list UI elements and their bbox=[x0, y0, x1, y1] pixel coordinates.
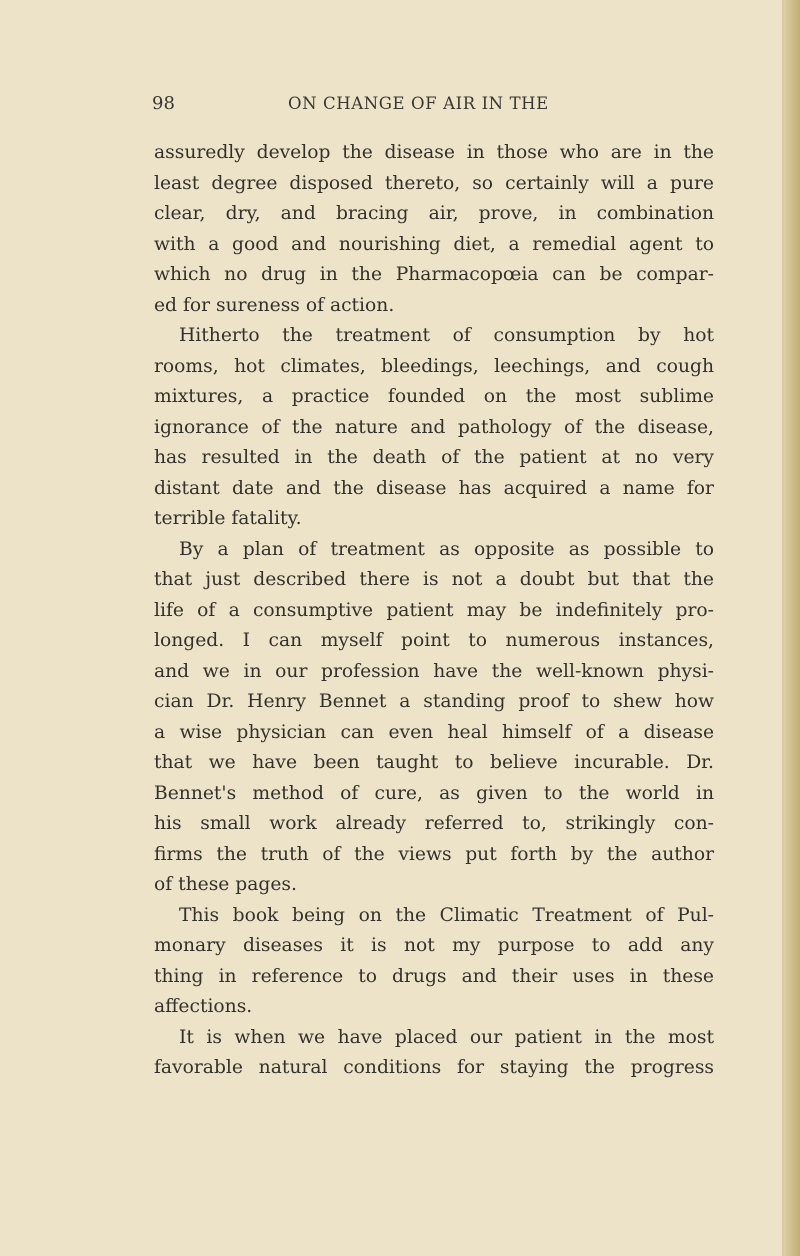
body-text bbox=[154, 138, 714, 1084]
text-line: Hitherto the treatment of consumption by hot bbox=[179, 325, 714, 346]
text-line: favorable natural conditions for staying the progress bbox=[154, 1057, 714, 1078]
text-line: Bennet's method of cure, as given to the world in bbox=[154, 782, 714, 804]
text-line: that we have been taught to believe incurable. Dr. bbox=[154, 752, 714, 773]
text-line: ed for sureness of action. bbox=[154, 294, 395, 316]
text-line: which no drug in the Pharmacopœia can be compar- bbox=[154, 264, 714, 285]
text-line: cian Dr. Henry Bennet a standing proof to shew how bbox=[154, 691, 714, 712]
text-line: distant date and the disease has acquired a name for bbox=[154, 477, 714, 499]
paragraph bbox=[154, 138, 714, 321]
text-line: and we in our profession have the well-known physi- bbox=[154, 660, 714, 682]
text-line: firms the truth of the views put forth by the author bbox=[154, 843, 714, 865]
text-line: with a good and nourishing diet, a remedial agent to bbox=[154, 233, 714, 255]
text-line: his small work already referred to, strikingly con- bbox=[154, 813, 714, 834]
text-line: rooms, hot climates, bleedings, leechings, and cough bbox=[154, 355, 714, 377]
text-line: mixtures, a practice founded on the most sublime bbox=[154, 386, 714, 407]
paragraph bbox=[154, 1023, 714, 1084]
running-title: ON CHANGE OF AIR IN THE bbox=[288, 94, 549, 113]
text-line: has resulted in the death of the patient at no very bbox=[154, 447, 714, 468]
text-line: This book being on the Climatic Treatment of Pul- bbox=[179, 904, 714, 926]
text-line: affections. bbox=[154, 996, 253, 1017]
text-line: life of a consumptive patient may be indefinitely pro- bbox=[154, 599, 714, 621]
text-line: least degree disposed thereto, so certainly will a pure bbox=[154, 172, 714, 194]
text-line: terrible fatality. bbox=[154, 508, 302, 529]
text-line: of these pages. bbox=[154, 874, 297, 895]
page-number: 98 bbox=[152, 93, 175, 114]
text-line: ignorance of the nature and pathology of the disease, bbox=[154, 416, 714, 438]
text-line: It is when we have placed our patient in the most bbox=[179, 1026, 714, 1048]
text-line: a wise physician can even heal himself of a disease bbox=[154, 721, 714, 743]
page-header bbox=[152, 93, 712, 123]
text-line: that just described there is not a doubt but that the bbox=[154, 569, 714, 590]
paragraph bbox=[154, 321, 714, 535]
text-line: longed. I can myself point to numerous instances, bbox=[154, 630, 714, 651]
text-line: monary diseases it is not my purpose to add any bbox=[154, 935, 714, 956]
text-line: By a plan of treatment as opposite as possible to bbox=[179, 538, 714, 560]
text-line: thing in reference to drugs and their uses in these bbox=[154, 965, 714, 987]
page-edge bbox=[784, 0, 800, 1256]
text-line: clear, dry, and bracing air, prove, in combination bbox=[154, 203, 714, 224]
paragraph bbox=[154, 901, 714, 1023]
text-line: assuredly develop the disease in those who are in the bbox=[154, 142, 714, 163]
paragraph bbox=[154, 535, 714, 901]
